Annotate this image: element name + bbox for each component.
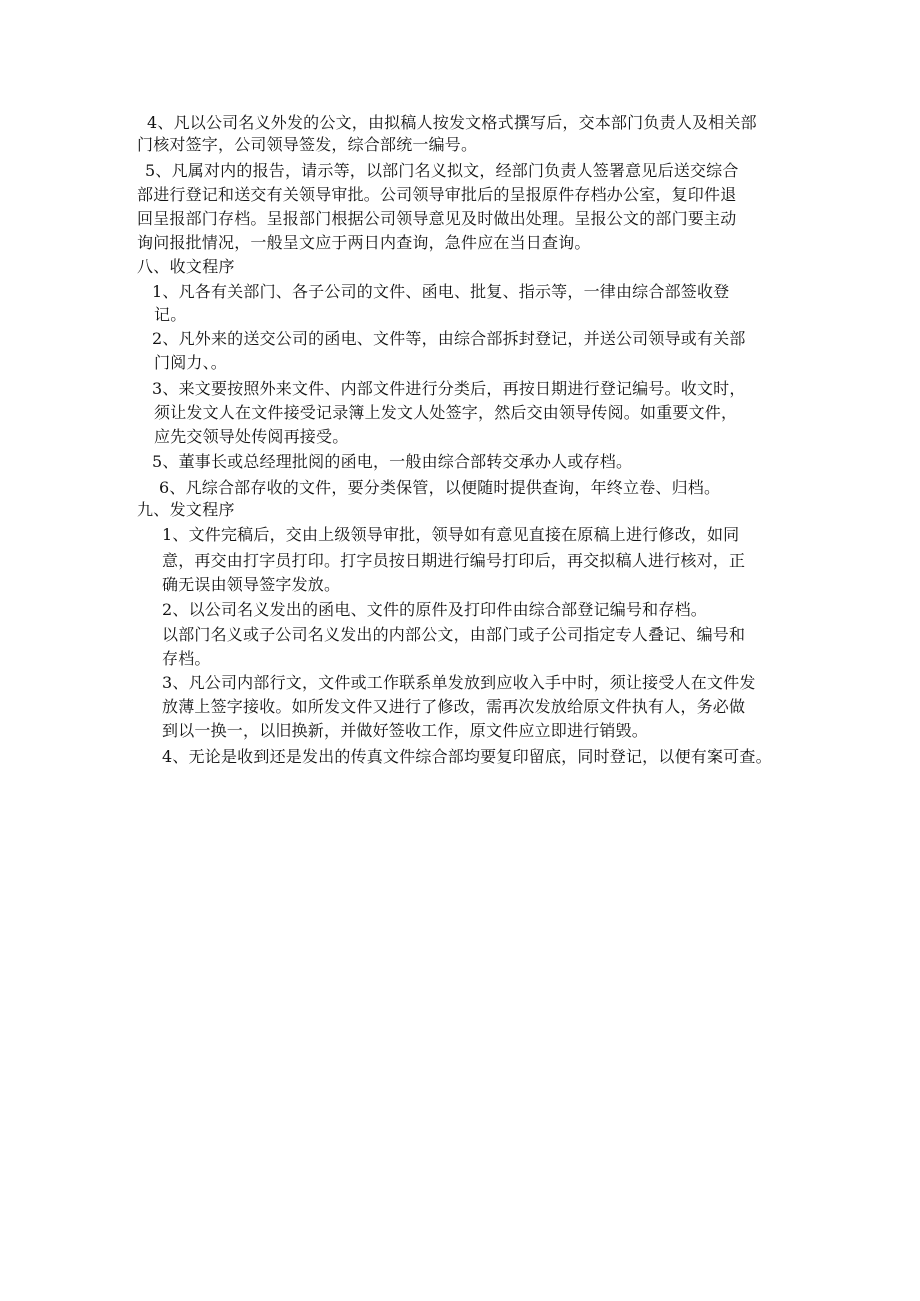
- item5-line4: 询问报批情况，一般呈文应于两日内查询，急件应在当日查询。: [137, 233, 591, 252]
- section8-item6: 6、凡综合部存收的文件，要分类保管，以便随时提供查询，年终立卷、归档。: [159, 478, 721, 497]
- item4-line2: 门核对签字，公司领导签发，综合部统一编号。: [137, 135, 478, 154]
- item5-line1: 5、凡属对内的报告，请示等，以部门名义拟文，经部门负责人签署意见后送交综合: [145, 161, 739, 180]
- section9-item2-line2: 以部门名义或子公司名义发出的内部公文，由部门或子公司指定专人叠记、编号和: [162, 625, 746, 644]
- section9-item3-line3: 到以一换一，以旧换新，并做好签收工作，原文件应立即进行销毁。: [162, 721, 649, 740]
- section8-item3-line3: 应先交领导处传阅再接受。: [154, 427, 349, 446]
- section8-item1-line1: 1、凡各有关部门、各子公司的文件、函电、批复、指示等，一律由综合部签收登: [152, 282, 730, 301]
- section9-item4: 4、无论是收到还是发出的传真文件综合部均要复印留底，同时登记，以便有案可查。: [162, 747, 772, 766]
- section9-item3-line2: 放薄上签字接收。如所发文件又进行了修改，需再次发放给原文件执有人，务必做: [162, 697, 746, 716]
- section8-item2-line2: 门阅力、。: [154, 353, 228, 372]
- section8-item1-line2: 记。: [154, 305, 187, 324]
- section9-heading: 九、发文程序: [137, 500, 235, 519]
- section9-item1-line1: 1、文件完稿后，交由上级领导审批，领导如有意见直接在原稿上进行修改，如同: [162, 525, 740, 544]
- section9-item1-line2: 意，再交由打字员打印。打字员按日期进行编号打印后，再交拟稿人进行核对，正: [162, 551, 746, 570]
- section8-item3-line2: 须让发文人在文件接受记录簿上发文人处签字，然后交由领导传阅。如重要文件，: [154, 403, 738, 422]
- section9-item1-line3: 确无误由领导签字发放。: [162, 575, 341, 594]
- section8-heading: 八、收文程序: [137, 257, 235, 276]
- item5-line2: 部进行登记和送交有关领导审批。公司领导审批后的呈报原件存档办公室，复印件退: [137, 185, 737, 204]
- item4-line1: 4、凡以公司名义外发的公文，由拟稿人按发文格式撰写后，交本部门负责人及相关部: [147, 113, 757, 132]
- section9-item3-line1: 3、凡公司内部行文，文件或工作联系单发放到应收入手中时，须让接受人在文件发: [162, 673, 756, 692]
- section9-item2-line3: 存档。: [162, 649, 211, 668]
- item5-line3: 回呈报部门存档。呈报部门根据公司领导意见及时做出处理。呈报公文的部门要主动: [137, 209, 737, 228]
- section8-item3-line1: 3、来文要按照外来文件、内部文件进行分类后，再按日期进行登记编号。收文时，: [152, 379, 746, 398]
- section9-item2-line1: 2、以公司名义发出的函电、文件的原件及打印件由综合部登记编号和存档。: [162, 600, 707, 619]
- section8-item2-line1: 2、凡外来的送交公司的函电、文件等，由综合部拆封登记，并送公司领导或有关部: [152, 329, 746, 348]
- section8-item5: 5、董事长或总经理批阅的函电，一般由综合部转交承办人或存档。: [152, 452, 633, 471]
